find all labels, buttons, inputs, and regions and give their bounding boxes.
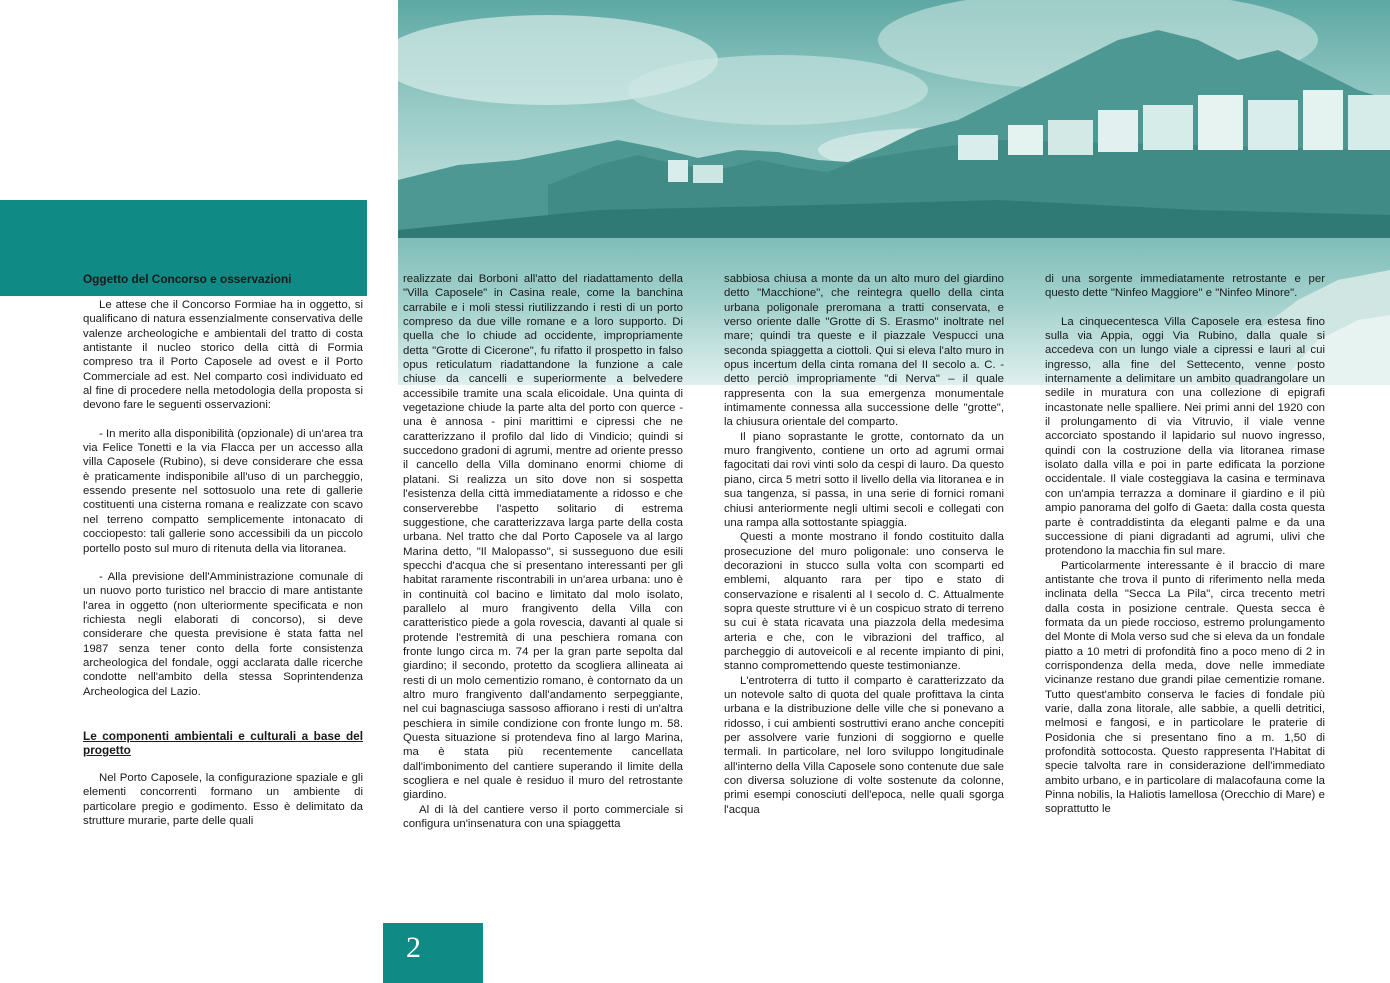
- paragraph: Il piano soprastante le grotte, contornato da un muro frangivento, contiene un orto ad agrumi ormai fagocitati dai rovi vinti solo da cespi di lauro. Da questo piano, circa 5 metri sotto il livello della via litoranea e in sua tangenza, si passa, in una serie di fornici romani chiusi anteriormente negli ultimi secoli e collegati con una rampa alla sottostante spiaggia.: [724, 430, 1004, 529]
- text-column-2: [403, 272, 683, 831]
- paragraph: L'entroterra di tutto il comparto è caratterizzato da un notevole salto di quota del quale profittava la cinta urbana e la distribuzione delle ville che si ponevano a ridosso, i cui ambienti sostruttivi erano anche concepiti per assolvere varie funzioni di soggiorno e quelle termali. In particolare, nel loro sviluppo longitudinale all'interno della Villa Caposele sono contenute due sale con diversa soluzione di volte sostenute da colonne, primi esempi conosciuti dell'epoca, nelle quali sgorga l'acqua: [724, 674, 1004, 816]
- paragraph: realizzate dai Borboni all'atto del riadattamento della "Villa Caposele" in Casina reale, come la banchina carrabile e i moli stessi riutilizzando i resti di un porto compreso da due ville romane e a loro supporto. Di quella che lo chiude ad occidente, impropriamente detta "Grotte di Cicerone", fu rifatto il prospetto in falso opus reticulatum riadattandone la funzione a cale chiuse da cancelli e superiormente a belvedere accessibile tramite una scala elicoidale. Una quinta di vegetazione chiude la parte alta del porto con querce - una è annosa - pini marittimi e cipressi che ne caratterizzano il profilo dal lido di Vindicio; quindi si succedono gradoni di agrumi, mentre ad oriente presso il cancello della Villa dominano enormi chiome di platani. Si realizza un sito dove non si sospetta l'esistenza della città immediatamente a ridosso e che conserverebbe l'aspetto solitario di estrema suggestione, che caratterizzava larga parte della costa urbana. Nel tratto che dal Porto Caposele va al largo Marina detto, "Il Malopasso", si susseguono due esili specchi d'acqua che si presentano interessanti per gli habitat raramente riscontrabili in un'area urbana: uno è in continuità col bacino e limitato dal molo isolato, parallelo al muro frangivento della Villa con caratteristico piede a gola rovescia, davanti al quale si protende l'estremità di una peschiera romana con fronte lungo circa m. 74 per la gran parte sepolta dal giardino; il secondo, protetto da scogliera allineata ai resti di un molo cementizio romano, è contornato da un altro muro frangivento dall'andamento serpeggiante, nel cui bagnasciuga sassoso affiorano i resti di un'altra peschiera in simile condizione con fronte lungo m. 58. Questa situazione si protendeva fino al largo Marina, ma è stata più recentemente cancellata dall'imbonimento del cantiere superando il limite della scogliera e nel quale è residuo il muro del retrostante giardino.: [403, 273, 683, 802]
- paragraph: Al di là del cantiere verso il porto commerciale si configura un'insenatura con una spiaggetta: [403, 803, 683, 831]
- paragraph: sabbiosa chiusa a monte da un alto muro del giardino detto "Macchione", che reintegra quello della cinta urbana poligonale preromana a tratti conservata, e verso oriente dalle "Grotte di S. Erasmo" inoltrate nel mare; quindi tra queste e il piazzale Vespucci una seconda spiaggetta a ciottoli. Qui si eleva l'alto muro in opus incertum della cinta romana del II secolo a. C. - detto perciò impropriamente "di Nerva" – il quale rappresenta con la sua emergenza monumentale intimamente connessa alla successione delle "grotte", la chiusura orientale del comparto.: [724, 273, 1004, 429]
- page-number-box: [383, 923, 483, 983]
- text-column-1: [83, 272, 363, 828]
- paragraph: La cinquecentesca Villa Caposele era estesa fino sulla via Appia, oggi Via Rubino, dalla quale si accedeva con un lungo viale a cipressi e lauri al cui ingresso, alla fine del Settecento, venne posto internamente a delimitare un ambito quadrangolare un sedile in muratura con una collezione di epigrafi incastonate nelle spalliere. Nei primi anni del 1920 con il prolungamento di via Vitruvio, il viale venne accorciato spostando il lapidario sul nuovo ingresso, quindi con la costruzione della via litoranea rimase isolato dalla villa e poi in parte edificata la porzione occidentale. Il viale costeggiava la casina e terminava con un'ampia terrazza a dominare il giardino e il più ampio panorama del golfo di Gaeta: dalla costa questa parte è contraddistinta da eleganti palme e da una successione di piani digradanti ad agrumi, ulivi che protendono la macchia fin sul mare.: [1045, 315, 1325, 558]
- paragraph: - In merito alla disponibilità (opzionale) di un'area tra via Felice Tonetti e la via Flacca per un accesso alla villa Caposele (Rubino), si deve considerare che essa è praticamente indisponibile all'uso di un parcheggio, essendo presente nel sottosuolo una rete di gallerie costituenti una cisterna romana e realizzate con scavo nel terreno compatto semplicemente intonacato di cocciopesto: tali gallerie sono accessibili da un piccolo portello posto sul muro di ritenuta della via litoranea.: [83, 427, 363, 555]
- text-column-3: [724, 272, 1004, 817]
- page-number: 2: [406, 931, 421, 964]
- paragraph: Le attese che il Concorso Formiae ha in oggetto, si qualificano di natura essenzialmente conservativa delle valenze archeologiche e ambientali del tratto di costa antistante il nucleo storico della città di Formia compreso tra il Porto Caposele ad ovest e il Porto Commerciale ad est. Nel comparto così individuato ed al fine di procedere nella metodologia della proposta si devono fare le seguenti osservazioni:: [83, 299, 363, 412]
- paragraph: - Alla previsione dell'Amministrazione comunale di un nuovo porto turistico nel braccio di mare antistante l'area in oggetto (non ulteriormente specificata e non richiesta negli elaborati di concorso), si deve considerare che questa previsione è stata fatta nel 1987 senza tener conto della forte consistenza archeologica del fondale, oggi acclarata dalle ricerche condotte nell'ambito della stessa Soprintendenza Archeologica del Lazio.: [83, 570, 363, 698]
- paragraph: Questi a monte mostrano il fondo costituito dalla prosecuzione del muro poligonale: uno conserva le decorazioni in stucco sulla volta con scomparti ed emblemi, alquanto rara per tipo e stato di conservazione e risalenti al I secolo d. C. Attualmente sopra queste strutture vi è un cospicuo strato di terreno su cui è stata ricavata una piazzola della medesima arteria e che, con le vibrazioni del traffico, al parcheggio di autoveicoli e al recente impianto di pini, stanno compromettendo queste testimonianze.: [724, 531, 1004, 673]
- section-heading-componenti: Le componenti ambientali e culturali a base del progetto: [83, 728, 363, 757]
- section-heading-oggetto: Oggetto del Concorso e osservazioni: [83, 272, 292, 286]
- paragraph: Nel Porto Caposele, la configurazione spaziale e gli elementi concorrenti formano un ambiente di particolare pregio e godimento. Esso è delimitato da strutture murarie, parte delle quali: [83, 771, 363, 827]
- text-column-4: [1045, 272, 1325, 817]
- paragraph: di una sorgente immediatamente retrostante e per questo dette "Ninfeo Maggiore" e "Ninfeo Minore".: [1045, 273, 1325, 300]
- paragraph: Particolarmente interessante è il braccio di mare antistante che trova il punto di riferimento nella meda inclinata della "Secca La Pila", circa trecento metri dalla costa in posizione centrale. Questa secca è formata da un piede roccioso, estremo prolungamento del Monte di Mola verso sud che si eleva da un fondale piatto a 10 metri di profondità fino a poco meno di 2 in corrispondenza della meda, dove nelle immediate vicinanze restano due grandi pilae cementizie romane. Tutto quest'ambito conserva le facies di fondale più varie, dalla zona litorale, alle sabbie, a quelli detritici, melmosi e fangosi, e in particolare le praterie di Posidonia che si presentano fino a m. 1,50 di profondità sottocosta. Questo rappresenta l'Habitat di specie talvolta rare in considerazione dell'immediato ambito urbano, e in particolare di malacofauna come la Pinna nobilis, la Haliotis lamellosa (Orecchio di Mare) e soprattutto le: [1045, 559, 1325, 816]
